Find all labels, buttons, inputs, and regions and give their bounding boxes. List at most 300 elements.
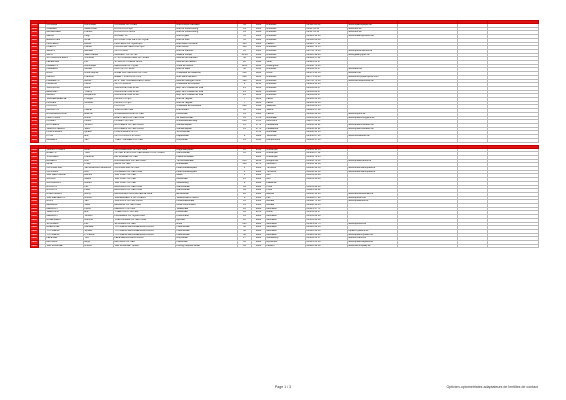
- table-cell: MERCURE OPTIQUE: [114, 64, 176, 68]
- table-cell: 02/51 41 50: [306, 27, 348, 31]
- table-cell: 015/31 35 37: [306, 211, 348, 215]
- table-cell: 02/360 38 00: [306, 112, 348, 116]
- table-cell: 2800: [31, 218, 37, 221]
- table-cell: DE PAUW: [46, 241, 84, 245]
- table-cell: 02/343 88 07: [306, 94, 348, 98]
- table-cell: CLAIRVUE VUE SPRL: [114, 90, 176, 94]
- table-cell: CREMER: [46, 27, 84, 31]
- table-cell: MERLAUT OPTIEK: [114, 207, 176, 211]
- table-cell: 17: [238, 237, 252, 241]
- table-cell: 014/42 58 56: [306, 167, 348, 171]
- table-cell: 2800: [31, 225, 37, 229]
- table-cell: Hove: [266, 185, 306, 189]
- table-cell: 15-19: [238, 53, 252, 57]
- table-cell: 03/645 12 18: [306, 163, 348, 167]
- table-cell: 46: [238, 229, 252, 233]
- table-cell: BOLS: [46, 200, 84, 204]
- table-cell: 1000: [252, 27, 266, 31]
- table-cell: Dorpstraat: [176, 138, 238, 142]
- table-cell: Esp. de L'Oiseau de Villa: [176, 90, 238, 94]
- table-cell: CAYELLE: [46, 24, 84, 28]
- table-cell: Rue de Flandre: [176, 49, 238, 53]
- table-cell: Annick: [84, 244, 114, 248]
- table-cell: 14: [238, 204, 252, 208]
- table-cell: 014/31 31 88: [306, 178, 348, 182]
- table-cell: 2150: [31, 162, 37, 166]
- table-cell: www.opticiensenos.be: [348, 49, 398, 53]
- table-cell: 1050: [252, 53, 266, 57]
- table-cell: Francis: [84, 31, 114, 35]
- table-cell: 1000: [31, 56, 37, 60]
- table-cell: Bruxelles: [266, 68, 306, 72]
- table-cell: Philip: [84, 163, 114, 167]
- table-cell: Herve: [84, 83, 114, 87]
- table-cell: Rene: [84, 86, 114, 90]
- table-cell: PESTIERS OPTIQUE sprl: [114, 42, 176, 46]
- table-cell: 4: [238, 167, 252, 171]
- table-cell: Markt: [176, 174, 238, 178]
- table-cell: BREUGHEL: [46, 226, 84, 230]
- table-cell: 02/219 10 00: [306, 35, 348, 39]
- table-cell: Rue du Midi: [176, 38, 238, 42]
- table-cell: KLIC OPTIC SPRL: [114, 68, 176, 72]
- table-cell: 2400: [31, 188, 37, 192]
- table-cell: Dorpstraat: [176, 237, 238, 241]
- table-cell: Ignace: [84, 131, 114, 135]
- table-cell: 248: [238, 105, 252, 109]
- table-cell: HUSTON: [114, 105, 176, 109]
- table-cell: Bruxelles: [266, 31, 306, 35]
- table-cell: 21: [238, 86, 252, 90]
- table-cell: 1200: [31, 90, 37, 93]
- table-cell: 1200: [31, 79, 37, 82]
- table-cell: Luc: [84, 222, 114, 226]
- table-cell: Birgit: [84, 241, 114, 245]
- table-cell: VANDERMEERSE: [46, 98, 84, 102]
- table-cell: 1000: [252, 35, 266, 39]
- table-cell: 03/236 70 00: [306, 159, 348, 163]
- table-cell: 2018: [252, 148, 266, 152]
- table-cell: Galerie Louise: [176, 53, 238, 57]
- table-cell: Mol: [266, 178, 306, 182]
- table-cell: Bruxelles: [266, 24, 306, 28]
- table-cell: 02/218 72 55: [306, 46, 348, 50]
- table-cell: 1800: [252, 135, 266, 139]
- table-cell: MASS OPTIEK: [114, 163, 176, 167]
- table-cell: Merchtem: [266, 120, 306, 124]
- table-cell: 2800: [252, 233, 266, 237]
- table-cell: 1200: [252, 79, 266, 83]
- table-cell: Jan Willemus Franciscus: [84, 167, 114, 171]
- table-cell: VAN MELAERTS: [46, 196, 84, 200]
- table-cell: DE DAGERAAD OPTIEK bvba: [114, 148, 176, 152]
- table-cell: www.focusstudio.be: [348, 135, 398, 139]
- table-cell: DECRU: [46, 94, 84, 98]
- table-cell: www.vanhullebroeck.be: [348, 79, 398, 83]
- table-cell: 2800: [31, 222, 37, 225]
- table-cell: ETS. VAN HULLEBROECK SPRL: [114, 79, 176, 83]
- empty-cell: [488, 244, 539, 248]
- table-cell: LAMBERTS: [46, 79, 84, 83]
- table-cell: Mechelen: [266, 226, 306, 230]
- table-cell: Cantarinaplein: [176, 123, 238, 127]
- table-cell: Mechelen: [266, 229, 306, 233]
- table-cell: Murielle: [84, 101, 114, 105]
- table-cell: Bruno: [84, 116, 114, 120]
- table-cell: Bruxelles: [266, 86, 306, 90]
- table-cell: www.ars.be: [348, 72, 398, 76]
- table-cell: 2800: [252, 215, 266, 219]
- table-cell: Villasstraat: [176, 207, 238, 211]
- table-cell: www.optiek-depauw.be: [348, 241, 398, 245]
- table-cell: FYON: [46, 135, 84, 139]
- table-cell: HERBEYS: [46, 64, 84, 68]
- table-cell: 1200: [31, 86, 37, 89]
- table-cell: Antwerpen: [266, 148, 306, 152]
- table-cell: OPTIC NADOU: [114, 83, 176, 87]
- table-cell: 2500: [31, 199, 37, 203]
- table-cell: 1200: [31, 97, 37, 101]
- table-cell: 1200: [31, 101, 37, 104]
- table-cell: C. WYCKMANS MEL OPTICIEN: [114, 57, 176, 61]
- table-cell: Nathalie: [84, 226, 114, 230]
- table-cell: HERYTIERS: [46, 116, 84, 120]
- table-cell: MERLAUT: [46, 215, 84, 219]
- table-cell: 2400: [31, 181, 37, 184]
- table-cell: BOSTEELS OPTIEK BVBA: [114, 123, 176, 127]
- table-cell: Benjamine: [84, 94, 114, 98]
- table-cell: 1200: [252, 101, 266, 105]
- table-cell: THYSSENS BRUGGELMANS BVBA: [114, 226, 176, 230]
- table-cell: 015/21 61 49: [306, 241, 348, 245]
- table-cell: 2300: [252, 167, 266, 171]
- table-cell: 016/65 47 59: [306, 138, 348, 142]
- table-cell: PRINSHAVEN OPTIC: [114, 131, 176, 135]
- table-cell: GALLERY OPTIC SA: [114, 53, 176, 57]
- table-cell: Korenmarkt: [176, 215, 238, 219]
- table-cell: VERBROEKSTRAAT: [176, 196, 238, 200]
- table-cell: DE BRILLEN VAN DE LENSE bvba: [114, 192, 176, 196]
- table-cell: GOODMANS: [46, 181, 84, 185]
- table-cell: 02/354 65 65: [306, 105, 348, 109]
- table-cell: 114: [238, 42, 252, 46]
- table-cell: 02/343 88 07: [306, 86, 348, 90]
- table-cell: 31: [238, 38, 252, 42]
- table-cell: Berlaar: [266, 204, 306, 208]
- table-cell: 02/425 77 11: [306, 42, 348, 46]
- table-cell: JACKSONS: [46, 86, 84, 90]
- table-cell: 1000: [31, 64, 37, 67]
- table-cell: 2500: [31, 203, 37, 207]
- table-cell: 1910: [252, 138, 266, 142]
- table-cell: 2800: [31, 210, 37, 214]
- table-cell: 03/235 10 35: [306, 148, 348, 152]
- table-cell: Kasterlee: [266, 181, 306, 185]
- table-cell: 1700: [31, 134, 37, 138]
- table-cell: 12: [238, 218, 252, 222]
- table-cell: 4: [238, 170, 252, 174]
- table-cell: Uccle: [266, 72, 306, 76]
- table-cell: THYSSENS BRUGGELMANS BVBA: [114, 229, 176, 233]
- table-cell: 1000: [31, 23, 37, 26]
- table-cell: 02/495 57 82: [306, 57, 348, 61]
- table-cell: 130: [238, 46, 252, 50]
- table-cell: 99: [238, 185, 252, 189]
- table-cell: www.duo.be: [348, 31, 398, 35]
- table-cell: 2400: [31, 192, 37, 195]
- table-cell: 014/21 42 62: [306, 189, 348, 193]
- table-cell: 2800: [31, 240, 37, 244]
- table-cell: 1300: [252, 109, 266, 113]
- table-cell: Waterloo: [266, 105, 306, 109]
- table-cell: Borgerhout: [266, 159, 306, 163]
- table-cell: www.optiek-breytjens.be: [348, 116, 398, 120]
- table-cell: BOURDEAUVILLE: [46, 112, 84, 116]
- table-row: [31, 244, 539, 248]
- table-cell: 1700: [31, 123, 37, 126]
- table-cell: FLANDERS OPTIQUE bvba: [114, 215, 176, 219]
- table-cell: Bredabaan: [176, 163, 238, 167]
- table-cell: AU COMPTOIR DE L'OPTIQUE: [114, 38, 176, 42]
- table-cell: Eric: [84, 135, 114, 139]
- table-cell: 02/460 46 55: [306, 131, 348, 135]
- table-cell: www.debrillenwinkel.be: [348, 192, 398, 196]
- table-cell: 8: [238, 196, 252, 200]
- table-cell: LAMBEAU: [46, 68, 84, 72]
- table-cell: 3: [238, 174, 252, 178]
- table-cell: Leeuw: [266, 112, 306, 116]
- table-cell: Kerkstraat: [176, 211, 238, 215]
- table-cell: 2300: [31, 166, 37, 170]
- table-cell: 02/425 26 27: [306, 61, 348, 65]
- table-cell: PLANCHER NEUHOFF sprl: [114, 46, 176, 50]
- table-cell: Bruxelles: [266, 90, 306, 94]
- table-cell: www.galleryoptic.be: [348, 53, 398, 57]
- table-cell: VOLKAERT: [46, 155, 84, 159]
- table-cell: Esp. de L'Oiseau de Villa: [176, 94, 238, 98]
- opticians-table-body: [31, 21, 539, 248]
- table-cell: 2800: [252, 222, 266, 226]
- table-cell: Antwerpen: [266, 155, 306, 159]
- table-cell: 1200: [252, 94, 266, 98]
- table-cell: Schoolstraat: [176, 131, 238, 135]
- table-cell: Chee de Wavre: [176, 64, 238, 68]
- table-cell: 254: [238, 159, 252, 163]
- table-cell: 1000: [252, 38, 266, 42]
- table-cell: BEAUMET: [46, 90, 84, 94]
- table-cell: 56: [238, 57, 252, 61]
- table-cell: Mechelen: [266, 222, 306, 226]
- table-cell: Jette: [266, 61, 306, 65]
- table-cell: 016/22 48 60: [306, 244, 348, 248]
- table-cell: DE PAUW OPTIEK: [114, 241, 176, 245]
- table-cell: 014/31 42 68: [306, 185, 348, 189]
- table-cell: Lode Roelandtplein: [176, 170, 238, 174]
- table-cell: VERCAUTEREN: [46, 127, 84, 131]
- table-cell: 1180: [31, 75, 37, 78]
- table-cell: Rijmenam: [266, 241, 306, 245]
- table-cell: BROEDS: [46, 159, 84, 163]
- table-cell: 14: [238, 215, 252, 219]
- table-cell: Remy: [84, 192, 114, 196]
- table-cell: 02/771 53 00: [306, 75, 348, 79]
- table-cell: T.VERHULST OPTIEK: [114, 211, 176, 215]
- table-cell: Tom: [84, 237, 114, 241]
- table-cell: Avenue du Diamant: [176, 57, 238, 61]
- table-cell: 55: [238, 35, 252, 39]
- table-cell: Merksem: [266, 163, 306, 167]
- table-cell: Koning Leopold straat: [176, 244, 238, 248]
- table-cell: Turnhoutsebaan: [176, 159, 238, 163]
- table-cell: VERSCHYNDEN: [46, 148, 84, 152]
- table-cell: 25: [238, 178, 252, 182]
- table-cell: Yves: [84, 152, 114, 156]
- table-cell: SPOORES OPTIEK: [114, 222, 176, 226]
- table-cell: VAN OORT OPTIEK: [114, 178, 176, 182]
- table-cell: 015/20 66 49: [306, 226, 348, 230]
- table-cell: ANN BRANDS OPTIEK bvba: [114, 159, 176, 163]
- table-cell: 1700: [31, 119, 37, 123]
- table-cell: Parkstraat: [176, 241, 238, 245]
- table-cell: 213: [238, 222, 252, 226]
- table-cell: 2870: [252, 211, 266, 215]
- table-cell: RECORDS OPTIEK bvba: [114, 189, 176, 193]
- table-cell: EMERY VISION OPTICS: [114, 75, 176, 79]
- empty-cell: [398, 244, 458, 248]
- table-cell: 1760: [252, 116, 266, 120]
- table-cell: CLAIRVUE VUE SPRL: [114, 94, 176, 98]
- table-cell: 1410: [252, 105, 266, 109]
- table-cell: 1000: [31, 60, 37, 64]
- footer-note: Opticien-optometristes adaptateurs de lentilles de contact: [446, 385, 538, 389]
- table-cell: Ismat: [84, 38, 114, 42]
- table-cell: CLAIRVUE VUE SPRL: [114, 86, 176, 90]
- table-cell: www.optiek-thyssen.be: [348, 233, 398, 237]
- table-cell: 2460: [252, 181, 266, 185]
- table-cell: 1000: [252, 49, 266, 53]
- table-cell: BELLENS: [46, 204, 84, 208]
- table-cell: 2060: [252, 185, 266, 189]
- table-cell: 2100: [31, 159, 37, 162]
- table-cell: THEO - DEWERS OPTIEK: [114, 138, 176, 142]
- table-cell: Vincent: [84, 123, 114, 127]
- table-cell: Lode Roelandtplein: [176, 167, 238, 171]
- table-cell: www.aotil.be: [348, 68, 398, 72]
- table-cell: 1050: [252, 68, 266, 72]
- table-cell: www.bopoint.be: [348, 112, 398, 116]
- table-cell: 1770: [252, 123, 266, 127]
- table-cell: OOSTERS: [46, 170, 84, 174]
- table-cell: 1200: [252, 75, 266, 79]
- table-cell: Gerard: [84, 68, 114, 72]
- table-cell: 2500: [252, 204, 266, 208]
- table-cell: www.vanrompaey.be: [348, 244, 398, 248]
- table-cell: Jan: [84, 138, 114, 142]
- table-cell: Lasne: [266, 101, 306, 105]
- table-cell: www.bodartopticiens.be: [348, 35, 398, 39]
- table-cell: 1210: [252, 83, 266, 87]
- table-cell: Bruxelles: [266, 38, 306, 42]
- table-cell: 9: [238, 135, 252, 139]
- table-cell: 1700: [31, 127, 37, 130]
- table-cell: 03/232 87 52: [306, 152, 348, 156]
- table-cell: Liedekerke: [266, 127, 306, 131]
- table-cell: Rue de l'Eglise: [176, 98, 238, 102]
- table-cell: Francine: [84, 155, 114, 159]
- table-cell: 2000: [31, 151, 37, 155]
- table-cell: Chaussee de Waterloo: [176, 72, 238, 76]
- table-cell: VISION CENTRE: [114, 109, 176, 113]
- table-cell: 2300: [252, 170, 266, 174]
- page-number: Page 1 / 3: [274, 385, 292, 389]
- table-cell: 052/37 23 41: [306, 120, 348, 124]
- table-cell: 1200: [252, 98, 266, 102]
- table-cell: Wavre: [266, 109, 306, 113]
- table-cell: 1000: [31, 30, 37, 34]
- table-cell: 35: [238, 241, 252, 245]
- table-cell: 015/20 66 49: [306, 233, 348, 237]
- table-cell: 1700: [31, 116, 37, 119]
- table-cell: Dageraadplaats: [176, 148, 238, 152]
- table-cell: Rue Royale: [176, 35, 238, 39]
- table-cell: OPTIC FOCUS STUDIO: [114, 135, 176, 139]
- table-cell: 1180: [252, 72, 266, 76]
- table-cell: www.optiek-bosteels.be: [348, 127, 398, 131]
- table-cell: PESTIERS: [46, 42, 84, 46]
- table-cell: Liedekerke: [266, 123, 306, 127]
- table-cell: Bruxelles: [266, 94, 306, 98]
- table-cell: Kapelstraat: [176, 135, 238, 139]
- table-cell: 3000: [252, 244, 266, 248]
- table-cell: Beerse: [266, 192, 306, 196]
- table-cell: Rue Marie Christine: [176, 42, 238, 46]
- table-cell: 1030: [252, 57, 266, 61]
- table-cell: DE BEUMER: [46, 31, 84, 35]
- table-cell: VAN ROMPAEY: [46, 244, 84, 248]
- table-cell: 2140: [252, 159, 266, 163]
- table-cell: 1000: [31, 49, 37, 52]
- table-cell: 1160: [252, 64, 266, 68]
- table-cell: Patrick: [84, 46, 114, 50]
- table-cell: MERLAUT: [46, 207, 84, 211]
- table-cell: www.optiek-bosteels.be: [348, 123, 398, 127]
- table-cell: Etienne: [84, 112, 114, 116]
- table-cell: Jean-Claude: [84, 53, 114, 57]
- table-cell: 2800: [31, 229, 37, 232]
- table-cell: Anne-Sophie: [84, 72, 114, 76]
- table-cell: 1000: [31, 42, 37, 45]
- opticians-table: [30, 20, 539, 248]
- table-cell: EMBUCHES: [46, 38, 84, 42]
- table-cell: 14: [238, 27, 252, 31]
- table-cell: 21: [238, 138, 252, 142]
- page-footer: [0, 383, 566, 391]
- table-cell: Carnotstraat: [176, 152, 238, 156]
- table-cell: 02/512 99 86: [306, 53, 348, 57]
- table-cell: Kerkstraat: [176, 178, 238, 182]
- table-cell: DUOPOCUS sprl: [114, 27, 176, 31]
- table-cell: Rue du Luxembourg: [176, 27, 238, 31]
- table-cell: Chaussee de Bruxelles: [176, 105, 238, 109]
- table-cell: 2500: [252, 200, 266, 204]
- table-cell: Annick: [84, 196, 114, 200]
- table-cell: Auderghem: [266, 64, 306, 68]
- table-cell: Dominic: [84, 218, 114, 222]
- table-cell: SPOORES: [46, 222, 84, 226]
- table-cell: 1000: [252, 46, 266, 50]
- table-cell: 2800: [31, 214, 37, 218]
- table-cell: Dirk: [84, 170, 114, 174]
